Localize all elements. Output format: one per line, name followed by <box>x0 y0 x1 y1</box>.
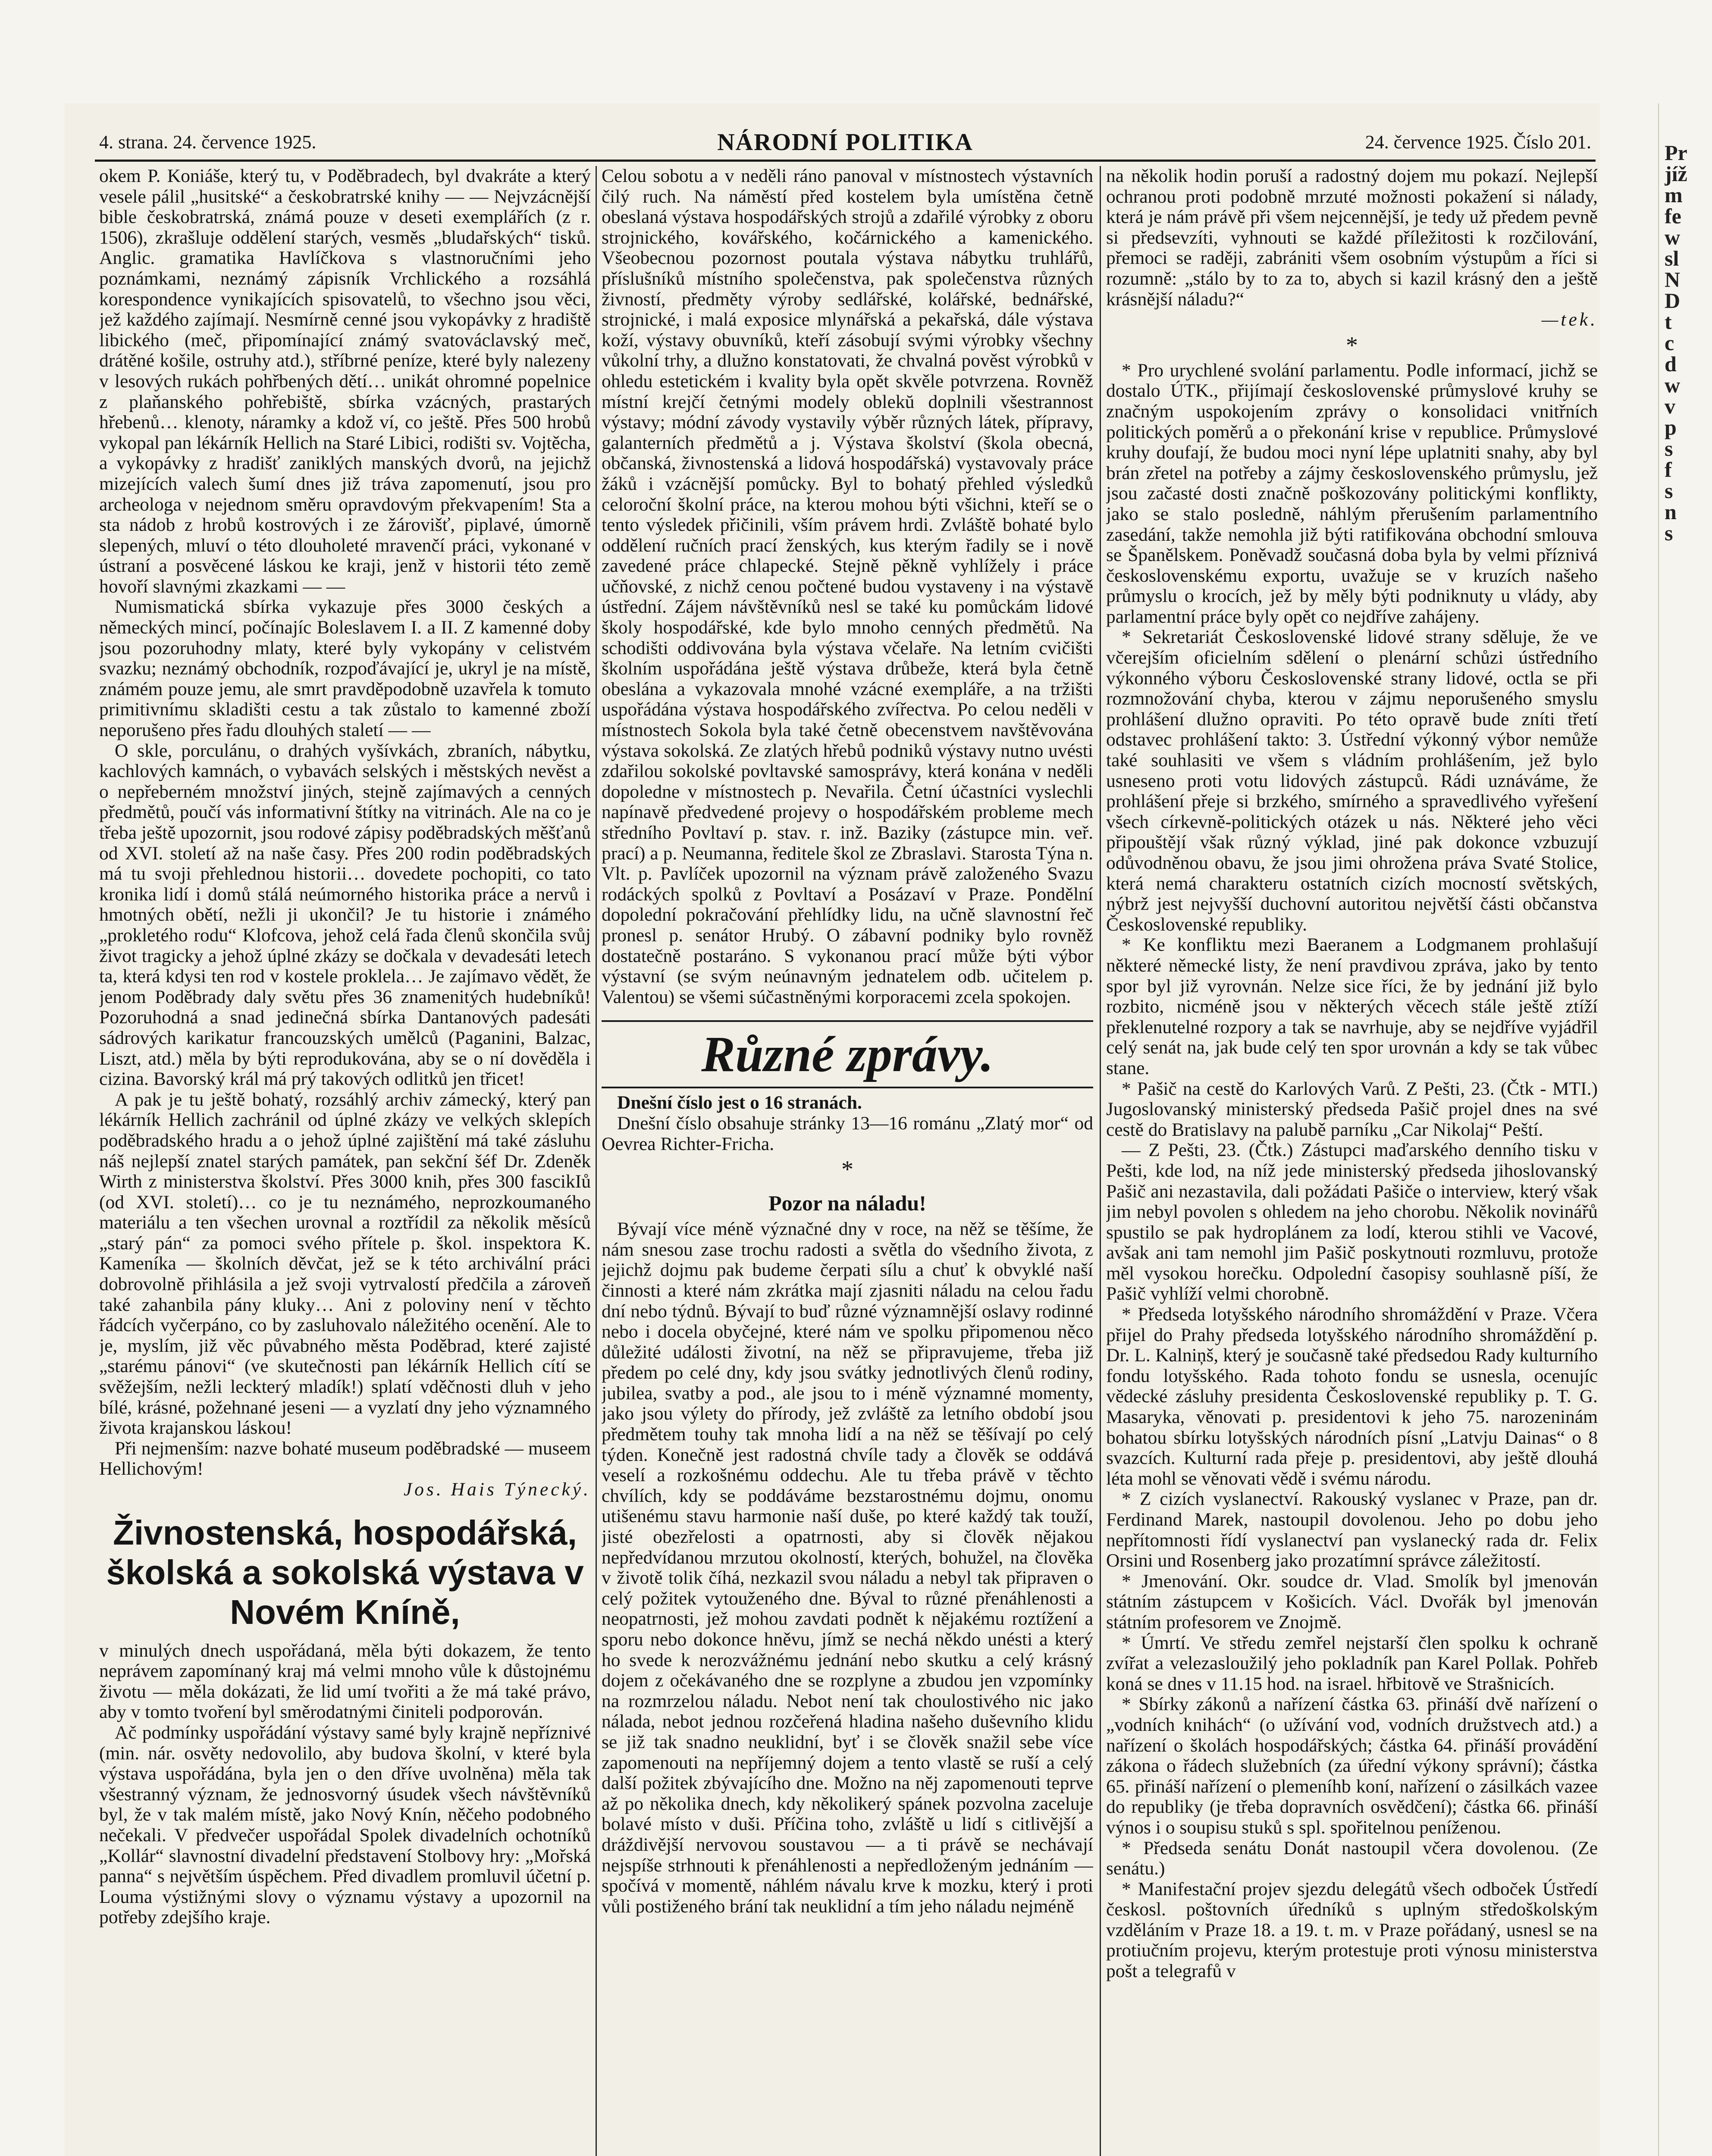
news-item: * Úmrtí. Ve středu zemřel nejstarší člen spolku k ochraně zvířat a velezasloužilý jeho pokladník pan Karel Pollak. Pohřeb koná se dnes v 11.15 hod. na israel. hřbitově ve Strašnicích. <box>1106 1632 1598 1694</box>
article-paragraph: Ač podmínky uspořádání výstavy samé byly krajně nepříznivé (min. nár. osvěty nedovolilo, aby budova školní, v které byla výstava uspořádána, byla jen o den dříve uvolněna) měla tak všestranný význam, že jednosvorný úsudek všech návštěvníků byl, že v tak malém místě, jako Nový Knín, něčeho podobného nečekali. V předvečer uspořádal Spolek divadelních ochotníků „Kollár“ slavnostní divadelní představení Stolbovy hry: „Mořská panna“ s největším úspěchem. Před divadlem promluvil účetní p. Louma výstižnými slovy o významu výstavy a upozornil na potřeby zdejšího kraje. <box>99 1722 591 1928</box>
news-item: — Z Pešti, 23. (Čtk.) Zástupci maďarského denního tisku v Pešti, kde lod, na níž jede ministerský předseda jihoslovanský Pašič ani nezastavila, dali požádati Pašiče o interview, který však jim nebyl povolen s ohledem na jeho chorobu. Několik novinářů spustilo se pak hydroplánem za lodí, kterou stihli ve Vacové, avšak ani tam nemohl jim Pašič poskytnouti rozmluvu, protože měl vysokou horečku. Odpolední časopisy souhlasně píší, že Pašič vyhlíží velmi chorobně. <box>1106 1140 1598 1304</box>
page-fold-line <box>1658 103 1659 2156</box>
news-item: * Z cizích vyslanectví. Rakouský vyslanec v Praze, pan dr. Ferdinand Marek, nastoupil dovolenou. Jeho po dobu jeho nepřítomnosti řídí vyslanectví pan vyslanecký rada dr. Felix Orsini und Rosenberg jako prozatímní správce záležitostí. <box>1106 1489 1598 1571</box>
edge-fragment: w <box>1665 225 1681 249</box>
news-item: * Pašič na cestě do Karlových Varů. Z Pešti, 23. (Čtk - MTI.) Jugoslovanský ministerský předseda Pašič projel dnes na své cestě do Bratislavy na palubě parníku „Car Nikolaj“ Peští. <box>1106 1078 1598 1140</box>
article-paragraph: O skle, porculánu, o drahých vyšívkách, zbraních, nábytku, kachlových kamnách, o vybavách selských i městských nevěst a o nepřeberném množství jiných, stejně zajímavých a cenných předmětů, poučí vás informativní štítky na vitrinách. Ale na co je třeba ještě upozornit, jsou rodové zápisy poděbradských měšťanů od XVI. století až na naše časy. Přes 200 rodin poděbradských má tu svoji přehlednou historii… dovedete pochopiti, co tato kronika lidí i domů stálá neúmorného historika práce a nervů i hmotných obětí, nežli ji ukončil? Je tu historie i známého „prokletého rodu“ Klofcova, jehož celá řada členů skončila svůj život tragicky a jehož úplné zkázy se dočkala v devadesáti letech ta, která kdysi ten rod v kostele proklela… Je zajímavo vědět, že jenom Poděbrady daly světu přes 36 znamenitých hudebníků! Pozoruhodná a snad jedinečná sbírka Dantanových padesáti sádrových karikatur francouzských umělců (Paganini, Balzac, Liszt, atd.) měla by býti reprodukována, aby se o ní dověděla i cizina. Bavorský král má prý takových odlitků jen třicet! <box>99 740 591 1090</box>
news-item: * Předseda lotyšského národního shromáždění v Praze. Včera přijel do Prahy předseda lotyšského národního shromáždění p. Dr. L. Kalniņš, který je současně také předsedou Rady kulturního fondu lotyšského. Rada tohoto fondu se usnesla, ocenujíc vědecké zásluhy presidenta Československé republiky p. T. G. Masaryka, věnovati p. presidentovi k jeho 75. narozeninám bohatou sbírku lotyšských národních písní „Latvju Dainas“ o 8 svazcích. Kulturní rada přeje p. presidentovi, aby ještě dlouhá léta mohl se věnovati vědě i svému národu. <box>1106 1304 1598 1489</box>
edge-fragment: N <box>1665 267 1681 291</box>
edge-fragment: jíž <box>1665 162 1687 186</box>
news-item: * Jmenování. Okr. soudce dr. Vlad. Smolík byl jmenován státním zástupcem v Košicích. Václ. Dvořák byl jmenován státním profesorem ve Znojmě. <box>1106 1570 1598 1633</box>
column-2 <box>602 166 1093 2156</box>
news-item: * Sbírky zákonů a nařízení částka 63. přináší dvě nařízení o „vodních knihách“ (o užívání vod, vodních družstvech atd.) a nařízení o školách hospodářských; částka 64. přináší provádění zákona o řádech služebních (za úřední výkony správní); částka 65. přináší nařízení o plemeníhb koní, nařízení o zásilkách vazee do republiky (je třeba dopravních osvědčení); částka 66. přináší výnos i o soupisu stuků s spl. spořitelnou peníženou. <box>1106 1694 1598 1838</box>
news-item: * Manifestační projev sjezdu delegátů všech odboček Ústředí českosl. poštovních úředníků s uplným středoškolským vzděláním v Praze 18. a 19. t. m. v Praze pořádaný, usnesl se na protiučním projevu, kterým protestuje proti výnosu ministerstva pošt a telegrafů v <box>1106 1878 1598 1982</box>
article-paragraph: Při nejmenším: nazve bohaté museum poděbradské — museem Hellichovým! <box>99 1438 591 1479</box>
header-page-date: 4. strana. 24. července 1925. <box>99 132 317 153</box>
separator-asterisk: * <box>841 1156 853 1183</box>
edge-fragment: p <box>1665 415 1677 439</box>
article-paragraph: okem P. Koniáše, který tu, v Poděbradech, byl dvakráte a který vesele pálil „husitské“ a českobratrské knihy — — Nejvzácnější bible českobratrská, známá pouze v deseti exemplářích (z r. 1506), zkrašluje oddělení starých, vesměs „bludařských“ tisků. Anglic. gramatika Havlíčkova s vlastnoručními jeho poznámkami, neznámý zápisník Vrchlického a rozsáhlá korespondence vynikajících spisovatelů, to všechno jsou věci, jež každého zajímají. Nesmírně cenné jsou vykopávky z hradiště libického (meč, připomínající známý svatováclavský meč, drátěné košile, ostruhy atd.), stříbrné peníze, které byly nalezeny v lesových rukách pohřbených dětí… unikát ohromné popelnice z plaňanského pohřebiště, sbírka vzácných, prastarých hřebenů… klenoty, náramky a kdož ví, co ještě. Přes 500 hrobů vykopal pan lékárník Hellich na Staré Libici, rodišti sv. Vojtěcha, a vykopávky z hradišť zaniklých manských dvorů, na jejichž mizejících valech šumí dnes již tráva zapomenutí, jsou pro archeologa v nejednom směru opravdovým překvapením! Sta a sta nádob z hrobů kostrových i ze žárovišť, piplavé, úmorně slepených, mluví o této dlouholeté mravenčí práci, vykonané v ústraní a posvěcené láskou ke kraji, jenž v historii této země hovoří slavnými zkazkami — — <box>99 166 591 597</box>
news-item: * Pro urychlené svolání parlamentu. Podle informací, jichž se dostalo ÚTK., přijímají československé průmyslové kruhy se značným uspokojením zprávy o konsolidaci vnitřních politických poměrů a o překonání krise v republice. Průmyslové kruhy doufají, že budou moci nyní lépe uplatniti snahy, aby byl brán zřetel na potřeby a zájmy československého průmyslu, jež jsou začasté dosti značně poškozovány politickými konflikty, jako se stalo posledně, náhlým přerušením parlamentního zasedání, takže nemohla již býti ratifikována obchodní smlouva se Španělskem. Poněvadž současná doba byla by velmi příznivá československému exportu, uvažuje se v kruzích našeho průmyslu o krocích, jež by měly býti podniknuty u vlády, aby parlamentní práce byly opět co nejdříve zahájeny. <box>1106 360 1598 627</box>
column-3 <box>1106 166 1598 2156</box>
edge-fragment: Pr <box>1665 142 1687 165</box>
edge-fragment: s <box>1665 521 1673 545</box>
edge-fragment: D <box>1665 288 1681 313</box>
edge-fragment: fe <box>1665 204 1681 228</box>
article-headline: Živnostenská, hospodářská, školská a sokolská výstava v Novém Kníně, <box>106 1513 584 1631</box>
edge-fragment: f <box>1665 458 1672 482</box>
masthead-title: NÁRODNÍ POLITIKA <box>717 129 973 156</box>
article-paragraph: Numismatická sbírka vykazuje přes 3000 českých a německých mincí, počínajíc Boleslavem I. a II. Z kamenné doby jsou pozoruhodny mlaty, které byly vykopány v celistvém svazku; neznámý obchodník, rozpoďávající je, ukryl je na místě, známém pouze jemu, ale smrt pravděpodobně uzavřela k tomuto primitivnímu skladišti cestu a tak zůstalo to kamenné zboží neporušeno přes řadu dlouhých staletí — — <box>99 596 591 741</box>
edge-fragment: sl <box>1665 246 1679 270</box>
column-divider <box>1100 166 1101 2156</box>
edge-fragment: s <box>1665 479 1673 503</box>
article-signature: —tek. <box>1541 309 1598 330</box>
column-1 <box>99 166 591 2156</box>
edge-fragment: d <box>1665 352 1677 376</box>
edge-fragment: m <box>1665 183 1683 207</box>
article-paragraph: A pak je tu ještě bohatý, rozsáhlý archiv zámecký, který pan lékárník Hellich zachránil od úplné zkázy ve velkých sklepích poděbradského hradu a o jehož úplné zajištění má také zásluhu náš nejlepší znatel starých památek, pan sekční šéf Dr. Zdeněk Wirth z ministerstva školství. Přes 3000 knih, přes 300 fascikIů (od XVI. století)… co je tu neznámého, neprozkoumaného materiálu a ten všechen urovnal a roztřídil za několik měsíců „starý pán“ za pomoci svého přítele p. škol. inspektora K. Kameníka — školních děvčat, jež se k této archivální práci dobrovolně přihlásila a jež svoji vytrvalostí předčila a zároveň také zahanbila pány kluky… Ani z poloviny není v těchto řádcích vyčerpáno, co by zasluhovalo náležitého ocenění. Ale to je, myslím, již věc půvabného města Poděbrad, které zajisté „starému pánovi“ (ve skutečnosti pan lékárník Hellich cítí se svěžejším, nežli leckterý mladík!) splatí vděčnosti dluh v jeho bílé, krásné, požehnané jeseni — a vyzlatí dny jeho významného života krajanskou láskou! <box>99 1089 591 1438</box>
article-subheadline: Pozor na náladu! <box>768 1191 926 1216</box>
page-header <box>95 125 1596 162</box>
article-paragraph: Bývají více méně význačné dny v roce, na něž se těšíme, že nám snesou zase trochu radosti a světla do všedního života, z jejichž dojmu pak budeme čerpati sílu a chuť k obvyklé naší činnosti a které nám zkrátka mají zjasniti náladu na celou řadu dní nebo týdnů. Bývají to buď různé významnější oslavy rodinné nebo i docela obyčejné, které nám ve spolku připomenou něco důležité události životní, na něž se připravujeme, třeba již předem po celé dny, kdy jsou svátky jednotlivých členů rodiny, jubilea, svatby a pod., ale jsou to i méně významné momenty, jako jsou výlety do přírody, jež zvláště za letního období jsou předmětem touhy tak mnoha lidí a na něž se těšívají po celý týden. Konečně jest radostná chvíle tady a člověk se oddává veselí a rozkošnému oddechu. Ale tu třeba právě v těchto chvílích, kdy se poddáváme bezstarostnému dojmu, onomu utišenému stavu harmonie naší duše, po které každý tak touží, jisté obezřelosti a opatrnosti, aby si člověk nějakou nepředvídanou mrzutou okolností, kterých, bohužel, na člověka v životě tolik číhá, nezkazil svou náladu a nebyl tak připraven o celý požitek vytouženého dne. Býval to různé přenáhlenosti a neopatrnosti, jež mohou zavdati podnět k nějakému roztížení a sporu nebo dokonce hněvu, jímž se nechá někdo unésti a který ho svede k nerozvážnému jednání nebo skutku a celý krásný dojem z očekávaného dne se rozplyne a zbudou jen vzpomínky na rozmrzelou náladu. Nebot není tak choulostivého nic jako nálada, nebot jednou rozčeřená hladina našeho duševního klidu se již tak snadno neuklidní, byť i se člověk snažil sebe více zapomenouti na nepříjemný dojem a tento vlastě se ruší a celý další požitek zbývajícího dne. Možno na něj zapomenouti teprve až po několika dnech, kdy několikerý spánek pozvolna zaceluje bolavé místo v duši. Příčina toho, zvláště u lidí s citlivější a dráždivější nervovou soustavou — a ti právě se nechávají nejspíše strhnouti k přenáhlenosti a nepředloženým jednáním — spočívá v momentě, náhlém návalu krve k mozku, který i proti vůli postiženého brání tak neuklidní a tím jeho náladu nejméně <box>602 1219 1093 1917</box>
edge-fragment: s <box>1665 436 1673 461</box>
article-paragraph: Celou sobotu a v neděli ráno panoval v místnostech výstavních čilý ruch. Na náměstí před kostelem byla umístěna četně obeslaná výstava hospodářských strojů a zdařilé výrobky z oboru strojnického, kovářského, kočárnického a kamenického. Všeobecnou pozornost poutala výstava nábytku truhlářů, příslušníků místního společenstva, pak společenstva různých živností, předměty výroby sedlářské, kolářské, bednářské, strojnické, i malá exposice mlynářská a pekařská, dále výstava koží, výstavy obuvníků, kteří zásobují svými výrobky všechny vůkolní trhy, a dlužno konstatovati, že chvalná pověst výrobků v ohledu estetickém i kvality byla opět skvěle potvrzena. Rovněž místní krejčí četnými modely oblekŭ doplnili všestrannost výstavy; módní závody vystavily výběr různých látek, přípravy, galanterních předmětů a j. Výstava školství (škola obecná, občanská, živnostenská a lidová hospodářská) vystavovaly práce žáků i vzácnější pomůcky. Byl to bohatý přehled výsledků celoroční školní práce, na kterou mohou býti všichni, kteří se o tento výsledek přičinili, vším právem hrdi. Zvláště bohaté bylo oddělení ručních prací ženských, kus kterým řadily se i nově zavedené práce chlapecké. Stejně pěkně vyhlížely i práce učňovské, z nichž cenou počtené budou vystaveny i na výstavě ústřední. Zájem návštěvníků nesl se také ku pomůckám lidové školy hospodářské, kde bylo mnoho cenných předmětů. Na schodišti oddivována byla výstava včelaře. Na letním cvičišti školním uspořádána ještě výstava drůbeže, která byla četně obeslána a vykazovala mnohé vzácné exempláře, a na tržišti uspořádána výstava hospodářského zvířectva. Po celou neděli v místnostech Sokola byla také četně obecenstvem navštěvována výstava sokolská. Ze zlatých hřebů podniků výstavy nutno uvésti zdařilou sokolské povltavské samosprávy, která konána v neděli dopoledne v místnostech p. Nevařila. Četní účastníci vyslechli napínavě předvedené projevy o hospodářském probleme mech středního Povltaví p. stav. r. inž. Baziky (zástupce min. veř. prací) a p. Neumanna, ředitele škol ze Zbraslavi. Starosta Týna n. Vlt. p. Pavlíček upozornil na význam právě založeného Svazu rodáckých spolků z Povltaví a Posázaví v Praze. Pondělní dopolední pokračování přehlídky lidu, na učně slavnostní řeč pronesl p. senátor Hrubý. O zábavní podniky bylo rovněž dostatečně postaráno. S vykonanou prací může býti výbor výstavní (se svým neúnavným jednatelem odb. učitelem p. Valentou) se všemi súčastněnými korporacemi zcela spokojen. <box>602 166 1093 1007</box>
edge-fragment: t <box>1665 310 1672 334</box>
news-item: * Předseda senátu Donát nastoupil včera dovolenou. (Ze senátu.) <box>1106 1837 1598 1879</box>
edge-fragment: n <box>1665 500 1677 524</box>
separator-asterisk: * <box>1346 332 1358 359</box>
edge-fragment: c <box>1665 331 1674 355</box>
article-paragraph: Dnešní číslo obsahuje stránky 13—16 románu „Zlatý mor“ od Oevrea Richter-Fricha. <box>602 1112 1093 1154</box>
article-paragraph: v minulých dnech uspořádaná, měla býti dokazem, že tento neprávem zapomínaný kraj má velmi mnoho vůle k důstojnému životu — měla dokázati, že lid umí tvořiti a že má také právo, aby v tomto tvoření byl směrodatnými činiteli podporován. <box>99 1640 591 1723</box>
news-item: * Sekretariát Československé lidové strany sděluje, že ve včerejším oficielním sdělení o plenární schůzi ústředního výkonného výboru Československé strany lidové, octla se při rozmnožování chyba, kterou v zájmu neporušeného smyslu prohlášení dlužno opraviti. Po této opravě bude zníti třetí odstavec prohlášení takto: 3. Ústřední výkonný výbor nemůže také souhlasiti ve všem s vládním prohlášením, jež bylo usneseno proti votu lidových zástupců. Rádi uznáváme, že prohlášení přeje si brzkého, smírného a spravedlivého vyřešení všech církevně-politických otázek u nás. Některé jeho věci připouštějí však různý výklad, jiné pak dokonce vzbuzují odůvodněnou obavu, že jsou jimi ohrožena práva Svaté Stolice, která nemá charakteru ostatních cizích mocností světských, nýbrž jest nejvyšší duchovní autoritou největší části občanstva Československé republiky. <box>1106 627 1598 935</box>
article-signature: Jos. Hais Týnecký. <box>403 1479 591 1500</box>
article-paragraph: na několik hodin poruší a radostný dojem mu pokazí. Nejlepší ochranou proti podobně mrzuté možnosti pokažení si nálady, která je nám právě při všem nejcennější, je tedy už předem pevně si předsevzíti, vyhnouti se každé příležitosti k rozčilování, přemoci se raději, zabrániti všem osobním výstupům a říci si rozumně: „stálo by to za to, abych si kazil krásný den a ještě krásnější náladu?“ <box>1106 166 1598 310</box>
news-item: * Ke konfliktu mezi Baeranem a Lodgmanem prohlašují některé německé listy, že není pravdivou zpráva, jako by tento spor byl již vyrovnán. Nelze sice říci, že by jednání již bylo rozbito, nicméně jsou v některých věcech stále ještě ztíží překlenutelné rozpory a tak se navrhuje, aby se nejdříve vyjádřil celý senát na, jak bude celý ten spor urovnán a kdy se tak vůbec stane. <box>1106 934 1598 1078</box>
section-title: Různé zprávy. <box>602 1020 1093 1088</box>
column-divider <box>596 166 597 2156</box>
header-issue-number: 24. července 1925. Číslo 201. <box>1365 132 1591 153</box>
adjacent-page-edge-text <box>1665 142 1712 573</box>
notice-lead: Dnešní číslo jest o 16 stranách. <box>617 1092 862 1113</box>
edge-fragment: w <box>1665 373 1681 397</box>
edge-fragment: v <box>1665 394 1675 418</box>
